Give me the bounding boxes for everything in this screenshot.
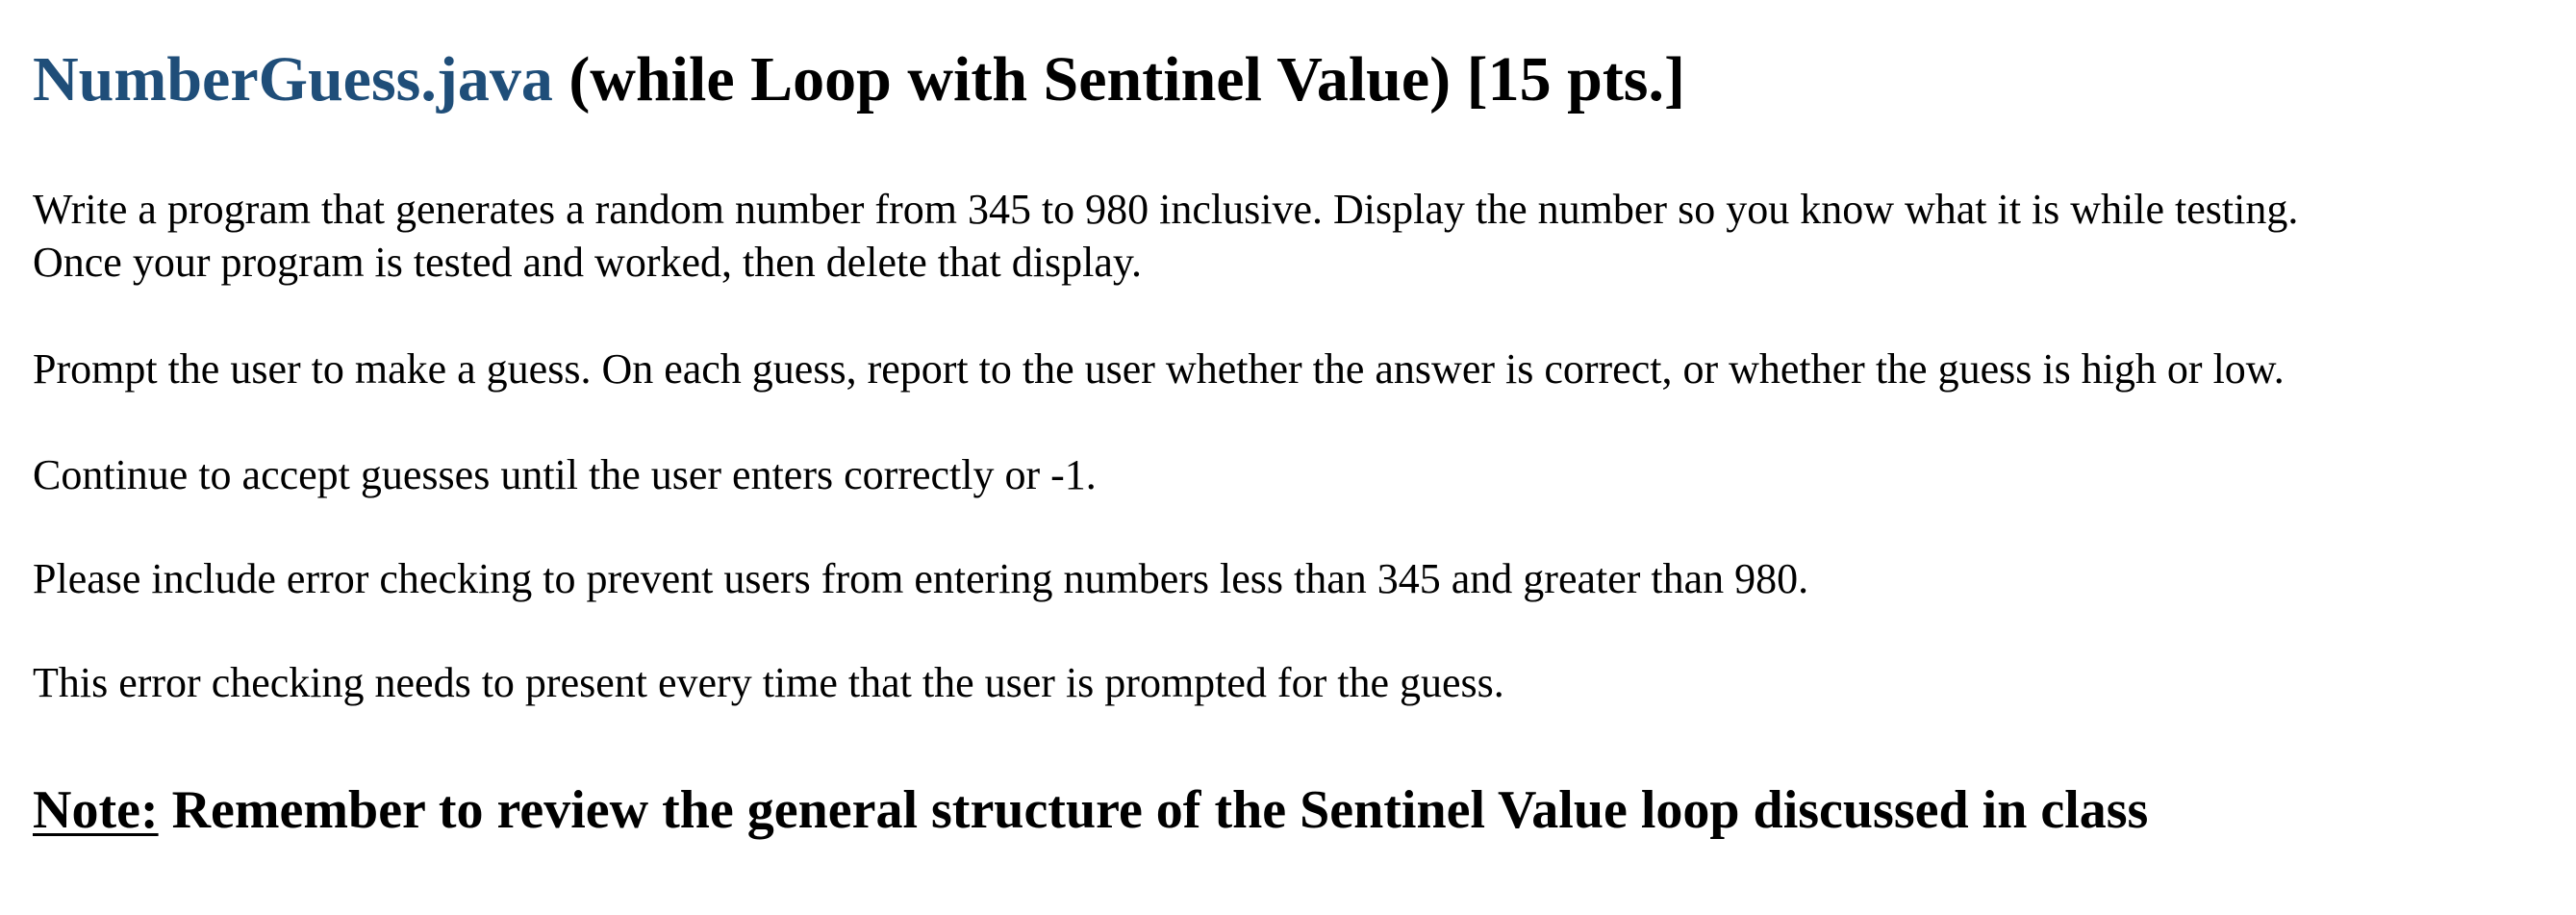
paragraph-line: Write a program that generates a random number from 345 to 980 inclusive. Display the number so you know what it is while testing. — [33, 186, 2299, 233]
paragraph-line: Once your program is tested and worked, then delete that display. — [33, 239, 1143, 286]
paragraph-continue — [33, 448, 1097, 501]
heading-filename: NumberGuess.java — [33, 44, 553, 114]
paragraph-requirements — [33, 183, 2298, 289]
paragraph-prompt — [33, 343, 2285, 395]
note-text: Remember to review the general structure of the Sentinel Value loop discussed in class — [158, 780, 2149, 840]
paragraph-line: Continue to accept guesses until the user enters correctly or -1. — [33, 451, 1097, 498]
paragraph-line: Please include error checking to prevent users from entering numbers less than 345 and greater than 980. — [33, 555, 1809, 602]
paragraph-error-checking — [33, 552, 1808, 605]
assignment-heading — [33, 43, 1685, 116]
note-label: Note: — [33, 780, 159, 840]
heading-description: (while Loop with Sentinel Value) [15 pts.] — [552, 44, 1685, 114]
note-line — [33, 779, 2148, 841]
paragraph-error-every-time — [33, 656, 1504, 709]
paragraph-line: This error checking needs to present every time that the user is prompted for the guess. — [33, 659, 1504, 706]
paragraph-line: Prompt the user to make a guess. On each guess, report to the user whether the answer is correct, or whether the guess is high or low. — [33, 345, 2285, 393]
